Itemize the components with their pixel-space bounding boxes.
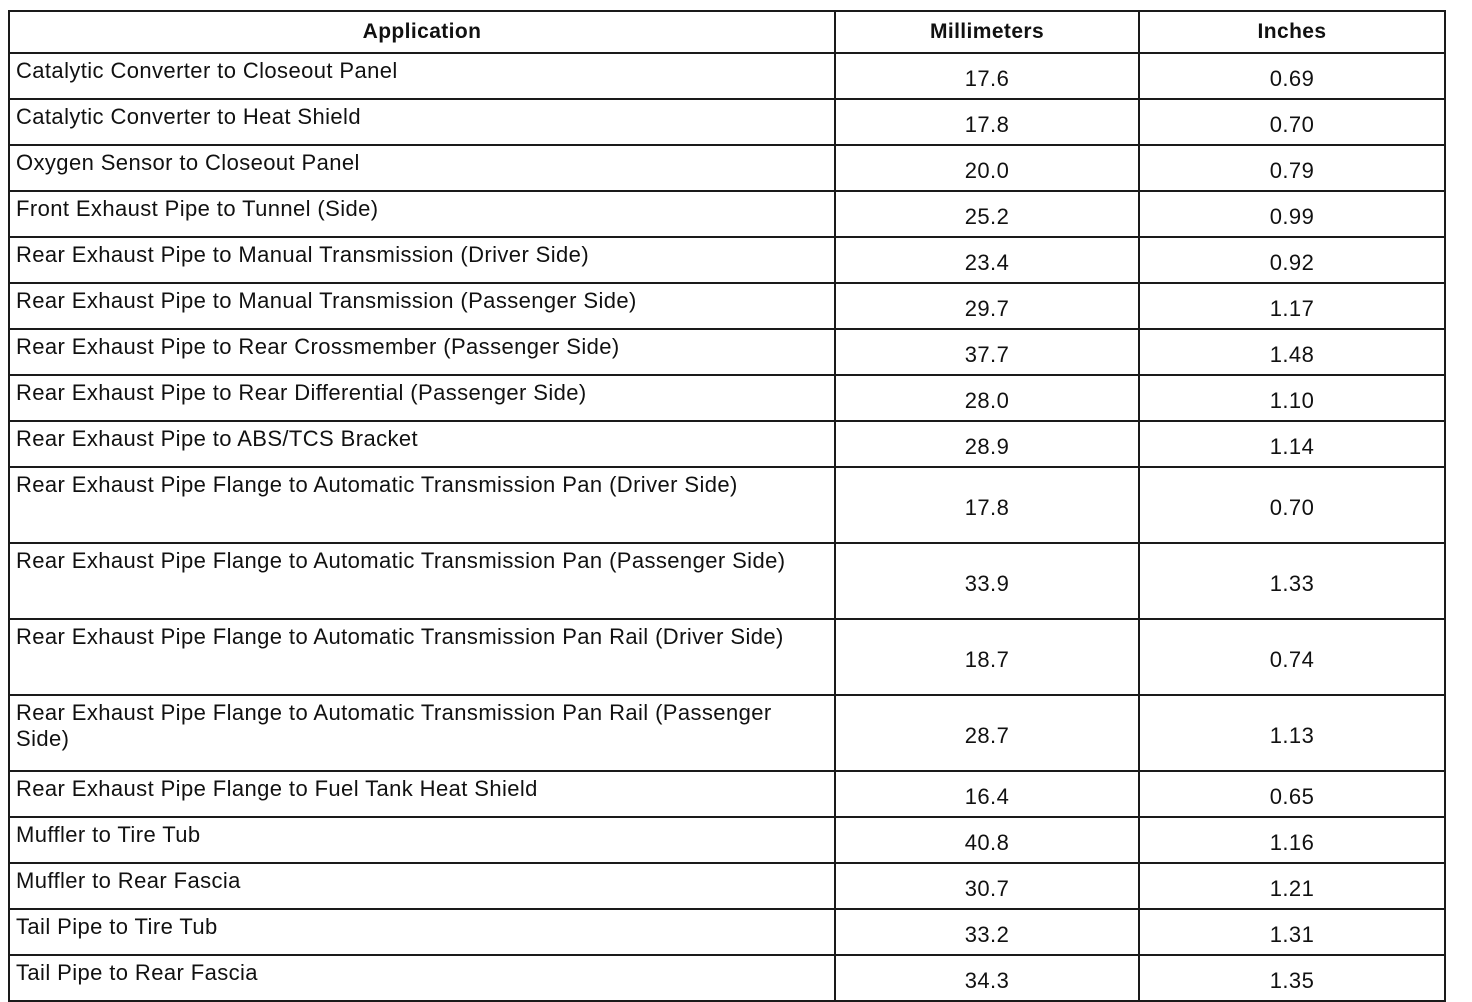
cell-inches: 0.79	[1139, 145, 1445, 191]
cell-application: Tail Pipe to Tire Tub	[9, 909, 835, 955]
cell-millimeters: 20.0	[835, 145, 1139, 191]
cell-millimeters: 28.9	[835, 421, 1139, 467]
cell-millimeters: 40.8	[835, 817, 1139, 863]
cell-inches: 0.65	[1139, 771, 1445, 817]
table-row	[9, 771, 1445, 817]
cell-inches: 1.48	[1139, 329, 1445, 375]
cell-millimeters: 25.2	[835, 191, 1139, 237]
table-row	[9, 543, 1445, 619]
table-row	[9, 53, 1445, 99]
table-row	[9, 99, 1445, 145]
cell-application: Rear Exhaust Pipe to Manual Transmission (Passenger Side)	[9, 283, 835, 329]
cell-millimeters: 30.7	[835, 863, 1139, 909]
cell-millimeters: 28.0	[835, 375, 1139, 421]
cell-millimeters: 33.9	[835, 543, 1139, 619]
cell-application: Catalytic Converter to Closeout Panel	[9, 53, 835, 99]
cell-millimeters: 17.8	[835, 99, 1139, 145]
cell-inches: 1.33	[1139, 543, 1445, 619]
cell-application: Rear Exhaust Pipe to Rear Crossmember (Passenger Side)	[9, 329, 835, 375]
document-page	[8, 10, 1444, 1002]
table-row	[9, 283, 1445, 329]
table-row	[9, 421, 1445, 467]
cell-inches: 0.92	[1139, 237, 1445, 283]
cell-application: Muffler to Tire Tub	[9, 817, 835, 863]
cell-application: Rear Exhaust Pipe Flange to Automatic Transmission Pan (Driver Side)	[9, 467, 835, 543]
cell-millimeters: 23.4	[835, 237, 1139, 283]
cell-application: Muffler to Rear Fascia	[9, 863, 835, 909]
cell-millimeters: 28.7	[835, 695, 1139, 771]
cell-inches: 0.69	[1139, 53, 1445, 99]
table-row	[9, 237, 1445, 283]
table-row	[9, 909, 1445, 955]
cell-millimeters: 34.3	[835, 955, 1139, 1001]
cell-inches: 0.70	[1139, 99, 1445, 145]
cell-inches: 1.35	[1139, 955, 1445, 1001]
table-row	[9, 817, 1445, 863]
header-application: Application	[9, 11, 835, 53]
cell-inches: 1.31	[1139, 909, 1445, 955]
cell-application: Rear Exhaust Pipe to ABS/TCS Bracket	[9, 421, 835, 467]
cell-application: Rear Exhaust Pipe Flange to Fuel Tank Heat Shield	[9, 771, 835, 817]
table-row	[9, 863, 1445, 909]
cell-application: Tail Pipe to Rear Fascia	[9, 955, 835, 1001]
cell-inches: 1.10	[1139, 375, 1445, 421]
cell-application: Rear Exhaust Pipe Flange to Automatic Transmission Pan (Passenger Side)	[9, 543, 835, 619]
cell-inches: 1.16	[1139, 817, 1445, 863]
table-row	[9, 619, 1445, 695]
cell-millimeters: 17.6	[835, 53, 1139, 99]
cell-application: Rear Exhaust Pipe Flange to Automatic Transmission Pan Rail (Driver Side)	[9, 619, 835, 695]
table-row	[9, 145, 1445, 191]
cell-inches: 0.99	[1139, 191, 1445, 237]
table-row	[9, 375, 1445, 421]
cell-inches: 1.13	[1139, 695, 1445, 771]
table-row	[9, 191, 1445, 237]
cell-application: Rear Exhaust Pipe to Manual Transmission (Driver Side)	[9, 237, 835, 283]
cell-inches: 1.17	[1139, 283, 1445, 329]
cell-application: Catalytic Converter to Heat Shield	[9, 99, 835, 145]
cell-application: Oxygen Sensor to Closeout Panel	[9, 145, 835, 191]
table-row	[9, 467, 1445, 543]
table-row	[9, 329, 1445, 375]
cell-inches: 1.14	[1139, 421, 1445, 467]
header-row	[9, 11, 1445, 53]
cell-inches: 0.70	[1139, 467, 1445, 543]
cell-millimeters: 33.2	[835, 909, 1139, 955]
cell-millimeters: 16.4	[835, 771, 1139, 817]
table-row	[9, 955, 1445, 1001]
header-inches: Inches	[1139, 11, 1445, 53]
cell-millimeters: 29.7	[835, 283, 1139, 329]
header-millimeters: Millimeters	[835, 11, 1139, 53]
cell-millimeters: 18.7	[835, 619, 1139, 695]
cell-millimeters: 37.7	[835, 329, 1139, 375]
cell-inches: 1.21	[1139, 863, 1445, 909]
exhaust-clearance-table	[8, 10, 1446, 1002]
cell-application: Rear Exhaust Pipe to Rear Differential (Passenger Side)	[9, 375, 835, 421]
table-row	[9, 695, 1445, 771]
cell-inches: 0.74	[1139, 619, 1445, 695]
cell-application: Rear Exhaust Pipe Flange to Automatic Transmission Pan Rail (Passenger Side)	[9, 695, 835, 771]
cell-application: Front Exhaust Pipe to Tunnel (Side)	[9, 191, 835, 237]
cell-millimeters: 17.8	[835, 467, 1139, 543]
